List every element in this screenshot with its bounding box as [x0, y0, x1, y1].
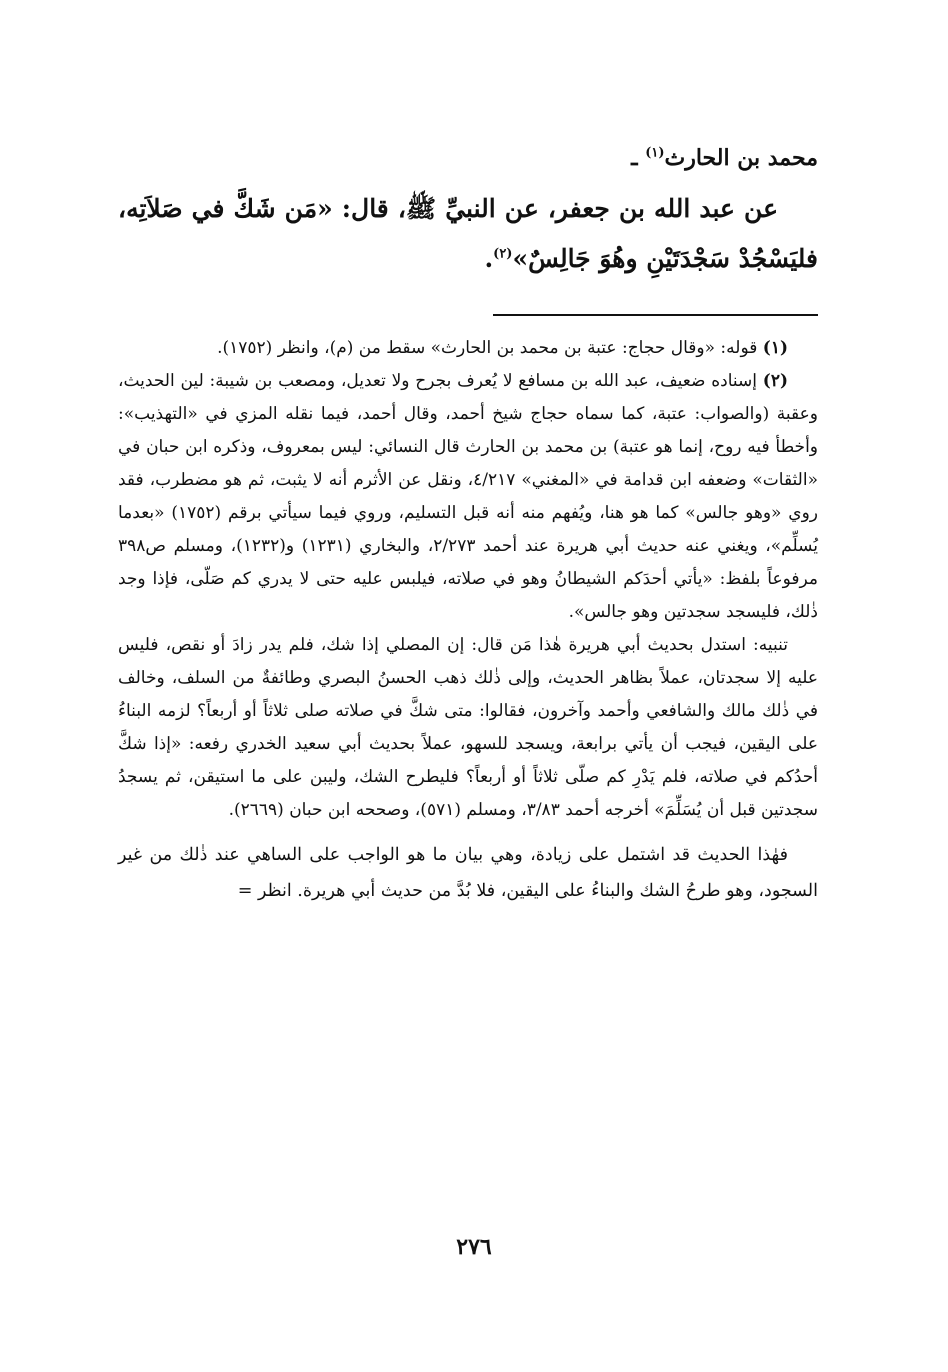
footnote-1: [118, 332, 818, 365]
hadith-end-mark: .: [484, 244, 494, 273]
footnote-2-number: (٢): [762, 371, 789, 391]
continuation-paragraph: فهٰذا الحديث قد اشتمل على زيادة، وهي بيان ما هو الواجب على الساهي عند ذٰلك من غير السجود، وهو طرحُ الشك والبناءُ على اليقين، فلا بُدَّ من حديث أبي هريرة. انظر =: [118, 845, 818, 901]
isnad-tail: [118, 138, 818, 178]
footnote-2-text: إسناده ضعيف، عبد الله بن مسافع لا يُعرف بجرح ولا تعديل، ومصعب بن شيبة: لين الحديث، وعقبة (والصواب: عتبة، كما سماه حجاج شيخ أحمد، وقال أحمد، فيما نقله المزي في «التهذيب»: وأخطأ فيه روح، إنما هو عتبة) بن محمد بن الحارث قال النسائي: ليس بمعروف، وذكره ابن حبان في «الثقات» وضعفه ابن قدامة في «المغني» ٤/٢١٧، ونقل عن الأثرم أنه لا يثبت، ثم هو مضطرب، فقد روي «وهو جالس» كما هو هنا، ويُفهم منه أنه قبل التسليم، وروي فيما سيأتي برقم (١٧٥٢) «بعدما يُسلِّم»، ويغني عنه حديث أبي هريرة عند أحمد ٢/٢٧٣، والبخاري (١٢٣١) و(١٢٣٢)، ومسلم ص٣٩٨ مرفوعاً بلفظ: «يأتي أحدَكم الشيطانُ وهو في صلاته، فيلبس عليه حتى لا يدري كم صَلّى، فإذا وجد ذٰلك، فليسجد سجدتين وهو جالس».: [118, 371, 819, 622]
isnad-dash: ـ: [631, 145, 646, 171]
page-number: ٢٧٦: [456, 1234, 492, 1260]
footnote-ref-2: (٢): [493, 246, 513, 262]
footnote-ref-1: (١): [645, 145, 665, 161]
hadith-matn-text: عن عبد الله بن جعفر، عن النبيِّ ﷺ، قال: «مَن شَكَّ في صَلاَتِه، فليَسْجُدْ سَجْدَتَيْنِ وهُوَ جَالِسٌ»: [118, 194, 818, 273]
footnote-2: [118, 365, 818, 629]
footnote-1-number: (١): [762, 338, 788, 358]
footnote-1-text: قوله: «وقال حجاج: عتبة بن محمد بن الحارث» سقط من (م)، وانظر (١٧٥٢).: [217, 338, 758, 358]
footnote-separator: [493, 314, 818, 316]
tanbih-note: تنبيه: استدل بحديث أبي هريرة هٰذا مَن قال: إن المصلي إذا شك، فلم يدر زادَ أو نقص، فليس عليه إلا سجدتان، عملاً بظاهر الحديث، وإلى ذٰلك ذهب الحسنُ البصري وطائفةٌ من السلف، وخالف في ذٰلك مالك والشافعي وأحمد وآخرون، فقالوا: متى شكَّ في صلاته صلى ثلاثاً أو أربعاً؟ لزمه البناءُ على اليقين، فيجب أن يأتي برابعة، ويسجد للسهو، عملاً بحديث أبي سعيد الخدري رفعه: «إذا شكَّ أحدُكم في صلاته، فلم يَدْرِ كم صلّى ثلاثاً أو أربعاً؟ فليطرح الشك، وليبن على ما استيقن، ثم يسجدُ سجدتين قبل أن يُسَلِّمَ» أخرجه أحمد ٣/٨٣، ومسلم (٥٧١)، وصححه ابن حبان (٢٦٦٩).: [118, 635, 818, 820]
page-content: [118, 138, 818, 909]
isnad-text: محمد بن الحارث: [664, 145, 818, 171]
hadith-matn: [118, 184, 818, 284]
